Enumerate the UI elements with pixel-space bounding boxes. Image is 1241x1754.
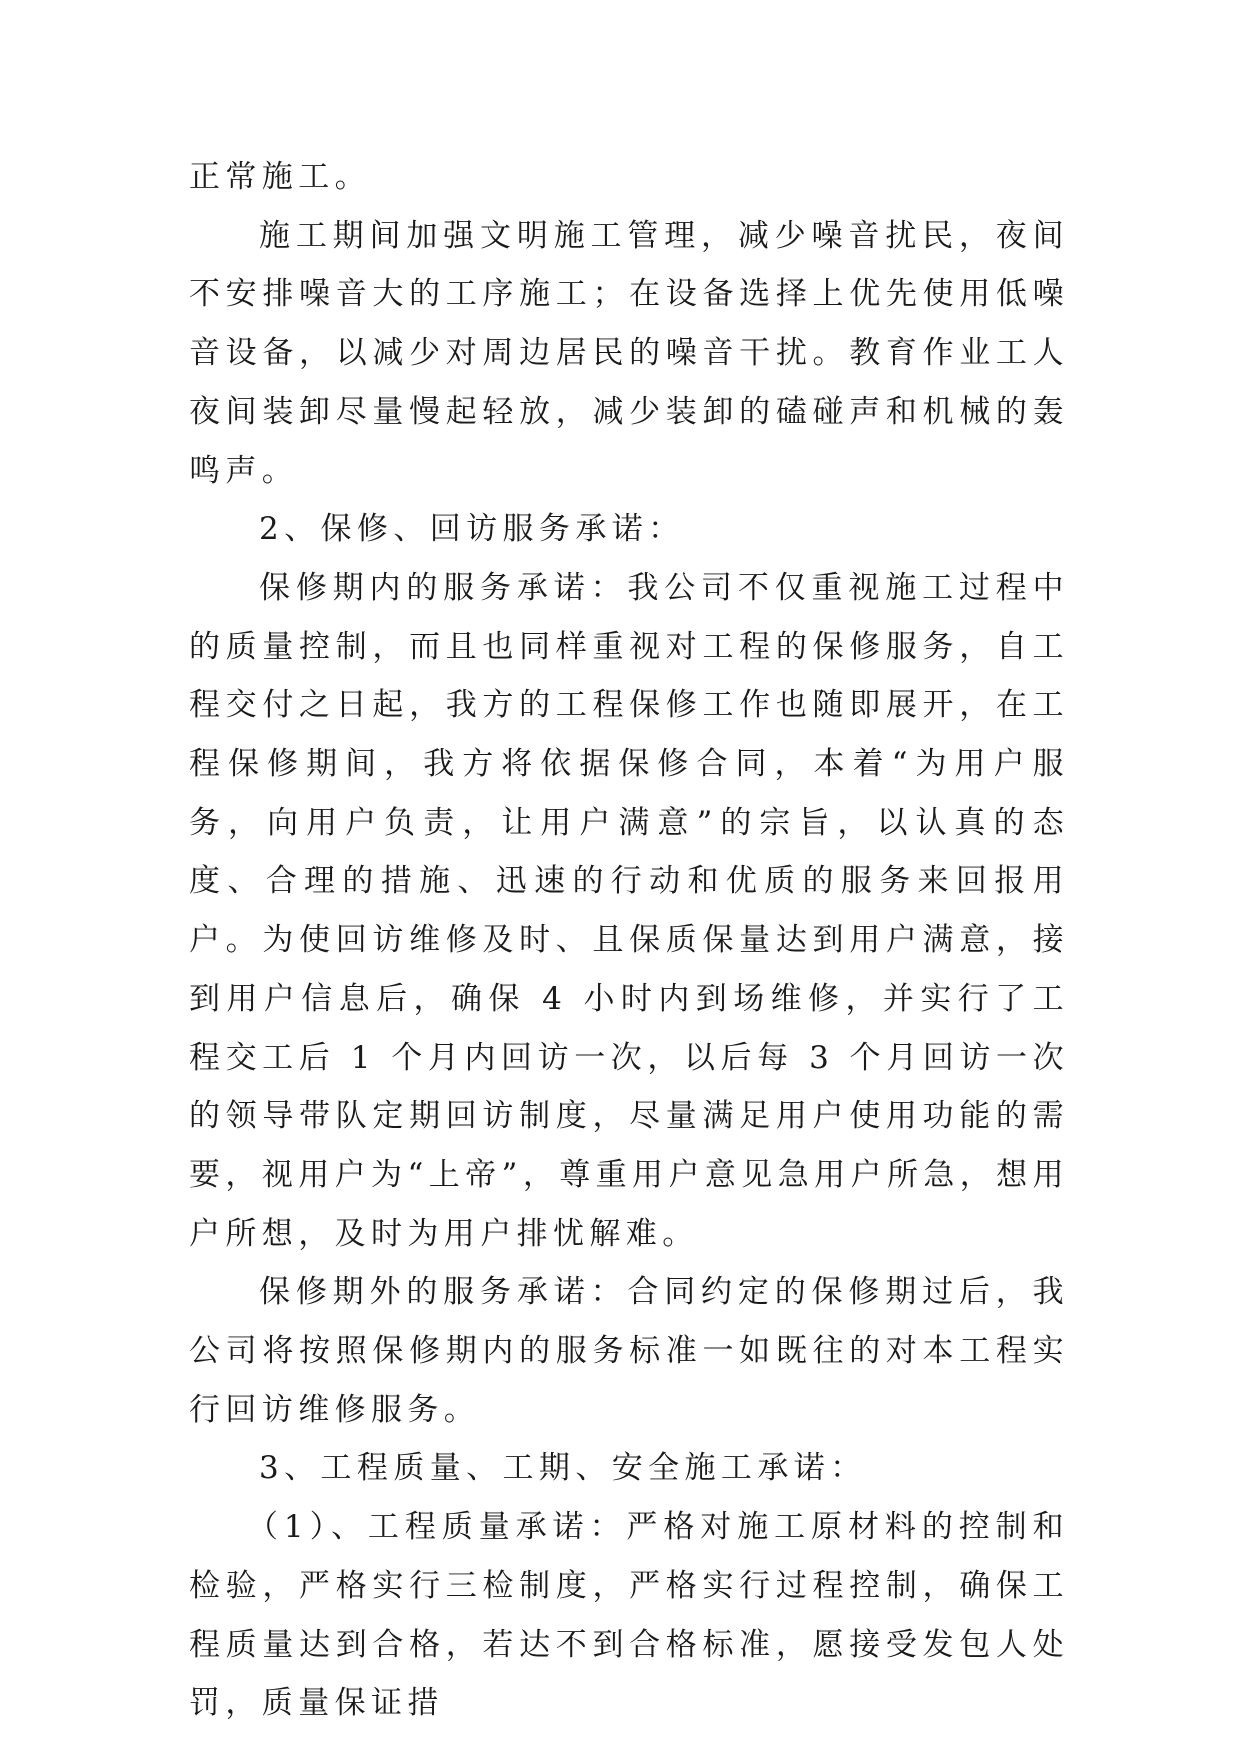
- paragraph-warranty-within-period: 保修期内的服务承诺：我公司不仅重视施工过程中的质量控制，而且也同样重视对工程的保修服务，自工程交付之日起，我方的工程保修工作也随即展开，在工程保修期间，我方将依据保修合同，本着“为用户服务，向用户负责，让用户满意”的宗旨，以认真的态度、合理的措施、迅速的行动和优质的服务来回报用户。为使回访维修及时、且保质保量达到用户满意，接到用户信息后，确保 4 小时内到场维修，并实行了工程交工后 1 个月内回访一次，以后每 3 个月回访一次的领导带队定期回访制度，尽量满足用户使用功能的需要，视用户为“上帝”，尊重用户意见急用户所急，想用户所想，及时为用户排忧解难。: [189, 569, 1069, 1252]
- heading-warranty-commitment: 2、保修、回访服务承诺：: [259, 511, 685, 548]
- document-body: [189, 148, 1069, 1733]
- paragraph-quality-commitment: （1）、工程质量承诺：严格对施工原材料的控制和检验，严格实行三检制度，严格实行过程控制，确保工程质量达到合格，若达不到合格标准，愿接受发包人处罚，质量保证措: [189, 1509, 1069, 1722]
- heading-quality-schedule-safety: 3、工程质量、工期、安全施工承诺：: [259, 1450, 867, 1487]
- paragraph-warranty-after-period: 保修期外的服务承诺：合同约定的保修期过后，我公司将按照保修期内的服务标准一如既往的对本工程实行回访维修服务。: [189, 1274, 1069, 1428]
- paragraph-continuation: 正常施工。: [189, 159, 371, 195]
- paragraph-noise-control: 施工期间加强文明施工管理，减少噪音扰民，夜间不安排噪音大的工序施工；在设备选择上优先使用低噪音设备，以减少对周边居民的噪音干扰。教育作业工人夜间装卸尽量慢起轻放，减少装卸的磕碰声和机械的轰鸣声。: [189, 217, 1069, 489]
